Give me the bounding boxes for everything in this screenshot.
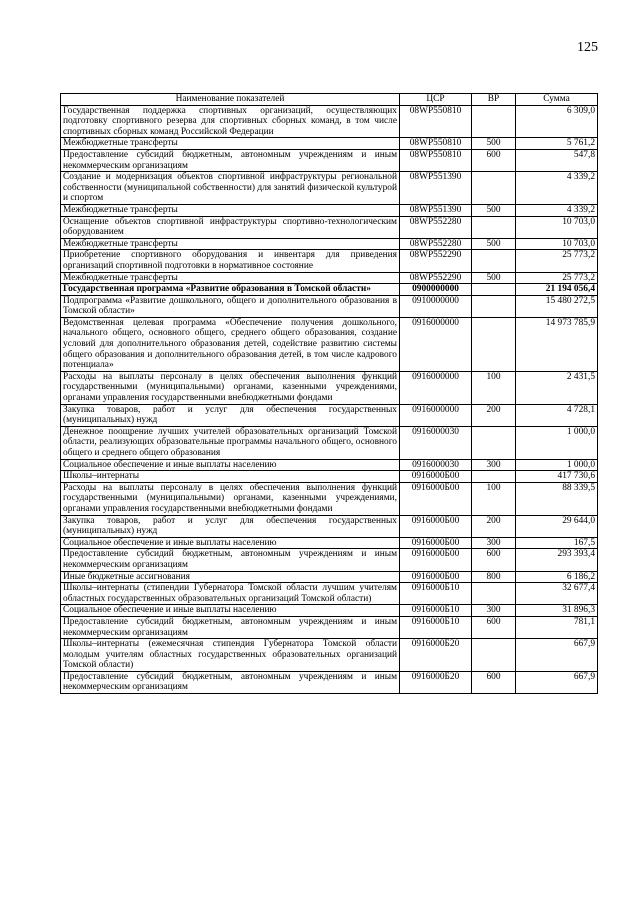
cell-vr: 300 <box>472 605 516 617</box>
cell-sum: 10 703,0 <box>516 216 598 238</box>
cell-vr <box>472 216 516 238</box>
table-row <box>61 482 598 515</box>
cell-csr: 08WP550810 <box>400 105 472 138</box>
table-row <box>61 571 598 583</box>
header-sum: Сумма <box>516 94 598 106</box>
cell-sum: 5 761,2 <box>516 138 598 150</box>
cell-name: Предоставление субсидий бюджетным, автономным учреждениям и иным некоммерческим организациям <box>61 671 400 693</box>
cell-sum: 15 480 272,5 <box>516 295 598 317</box>
cell-sum: 781,1 <box>516 616 598 638</box>
cell-vr: 500 <box>472 238 516 250</box>
cell-vr: 600 <box>472 616 516 638</box>
cell-name: Ведомственная целевая программа «Обеспечение получения дошкольного, начального общего, основного общего, среднего общего образования, создание условий для дополнительного образования детей, содействие развитию системы общего образования и дополнительного образования детей, в том числе кадрового потенциала» <box>61 317 400 371</box>
cell-csr: 08WP552290 <box>400 250 472 272</box>
cell-name: Приобретение спортивного оборудования и инвентаря для приведения организаций спортивной подготовки в нормативное состояние <box>61 250 400 272</box>
table-row <box>61 426 598 459</box>
cell-csr: 08WP552280 <box>400 238 472 250</box>
cell-vr: 100 <box>472 371 516 404</box>
budget-table <box>60 93 598 694</box>
table-row <box>61 149 598 171</box>
cell-name: Социальное обеспечение и иные выплаты населению <box>61 537 400 549</box>
cell-vr: 500 <box>472 138 516 150</box>
cell-name: Расходы на выплаты персоналу в целях обеспечения выполнения функций государственными (муниципальными) органами, казенными учреждениями, органами управления государственными внебюджетными фондами <box>61 371 400 404</box>
table-row <box>61 172 598 205</box>
table-row <box>61 583 598 605</box>
header-csr: ЦСР <box>400 94 472 106</box>
cell-name: Оснащение объектов спортивной инфраструктуры спортивно-технологическим оборудованием <box>61 216 400 238</box>
cell-csr: 0916000Б00 <box>400 482 472 515</box>
cell-csr: 0910000000 <box>400 295 472 317</box>
cell-name: Социальное обеспечение и иные выплаты населению <box>61 605 400 617</box>
cell-csr: 0916000000 <box>400 404 472 426</box>
cell-csr: 08WP550810 <box>400 149 472 171</box>
cell-csr: 0900000000 <box>400 284 472 296</box>
cell-csr: 0916000Б20 <box>400 639 472 672</box>
cell-sum: 14 973 785,9 <box>516 317 598 371</box>
table-row <box>61 204 598 216</box>
cell-name: Закупка товаров, работ и услуг для обеспечения государственных (муниципальных) нужд <box>61 515 400 537</box>
table-row <box>61 138 598 150</box>
cell-name: Денежное поощрение лучших учителей образовательных организаций Томской области, реализующих образовательные программы начального общего, основного общего и среднего общего образования <box>61 426 400 459</box>
cell-csr: 08WP550810 <box>400 138 472 150</box>
cell-sum: 25 773,2 <box>516 250 598 272</box>
table-row <box>61 295 598 317</box>
cell-sum: 25 773,2 <box>516 272 598 284</box>
cell-sum: 29 644,0 <box>516 515 598 537</box>
cell-vr <box>472 284 516 296</box>
cell-sum: 2 431,5 <box>516 371 598 404</box>
table-row <box>61 471 598 483</box>
cell-vr: 600 <box>472 549 516 571</box>
cell-csr: 08WP552290 <box>400 272 472 284</box>
cell-vr <box>472 105 516 138</box>
table-row <box>61 238 598 250</box>
cell-name: Закупка товаров, работ и услуг для обеспечения государственных (муниципальных) нужд <box>61 404 400 426</box>
cell-csr: 0916000Б00 <box>400 537 472 549</box>
table-row <box>61 216 598 238</box>
cell-vr: 300 <box>472 537 516 549</box>
cell-name: Межбюджетные трансферты <box>61 138 400 150</box>
cell-csr: 0916000Б20 <box>400 671 472 693</box>
cell-vr <box>472 295 516 317</box>
table-row <box>61 371 598 404</box>
cell-vr: 600 <box>472 149 516 171</box>
cell-name: Предоставление субсидий бюджетным, автономным учреждениям и иным некоммерческим организациям <box>61 616 400 638</box>
table-row <box>61 250 598 272</box>
cell-name: Школы–интернаты (стипендии Губернатора Томской области лучшим учителям областных государственных образовательных организаций Томской области) <box>61 583 400 605</box>
cell-vr <box>472 471 516 483</box>
cell-sum: 293 393,4 <box>516 549 598 571</box>
cell-name: Государственная поддержка спортивных организаций, осуществляющих подготовку спортивного резерва для спортивных сборных команд, в том числе спортивных сборных команд Российской Федерации <box>61 105 400 138</box>
cell-name: Иные бюджетные ассигнования <box>61 571 400 583</box>
cell-sum: 88 339,5 <box>516 482 598 515</box>
cell-vr <box>472 426 516 459</box>
table-row <box>61 549 598 571</box>
cell-sum: 167,5 <box>516 537 598 549</box>
table-body <box>61 105 598 693</box>
cell-csr: 0916000Б00 <box>400 571 472 583</box>
table-row <box>61 605 598 617</box>
cell-csr: 0916000030 <box>400 459 472 471</box>
cell-name: Предоставление субсидий бюджетным, автономным учреждениям и иным некоммерческим организациям <box>61 549 400 571</box>
header-vr: ВР <box>472 94 516 106</box>
cell-csr: 0916000Б00 <box>400 471 472 483</box>
cell-sum: 667,9 <box>516 671 598 693</box>
cell-vr: 300 <box>472 459 516 471</box>
table-row <box>61 459 598 471</box>
cell-vr <box>472 317 516 371</box>
cell-sum: 32 677,4 <box>516 583 598 605</box>
cell-name: Расходы на выплаты персоналу в целях обеспечения выполнения функций государственными (муниципальными) органами, казенными учреждениями, органами управления государственными внебюджетными фондами <box>61 482 400 515</box>
cell-vr: 200 <box>472 404 516 426</box>
cell-name: Межбюджетные трансферты <box>61 272 400 284</box>
table-header-row <box>61 94 598 106</box>
cell-vr: 200 <box>472 515 516 537</box>
page-number: 125 <box>577 40 598 55</box>
cell-csr: 0916000Б00 <box>400 515 472 537</box>
table-row <box>61 272 598 284</box>
cell-vr: 100 <box>472 482 516 515</box>
cell-sum: 4 339,2 <box>516 204 598 216</box>
cell-name: Создание и модернизация объектов спортивной инфраструктуры региональной собственности (муниципальной собственности) для занятий физической культурой и спортом <box>61 172 400 205</box>
table-row <box>61 105 598 138</box>
cell-vr: 600 <box>472 671 516 693</box>
cell-sum: 417 730,6 <box>516 471 598 483</box>
cell-csr: 0916000000 <box>400 317 472 371</box>
cell-csr: 08WP551390 <box>400 172 472 205</box>
cell-sum: 31 896,3 <box>516 605 598 617</box>
table-row <box>61 284 598 296</box>
cell-sum: 6 186,2 <box>516 571 598 583</box>
cell-name: Государственная программа «Развитие образования в Томской области» <box>61 284 400 296</box>
table-row <box>61 317 598 371</box>
cell-name: Подпрограмма «Развитие дошкольного, общего и дополнительного образования в Томской области» <box>61 295 400 317</box>
cell-csr: 0916000000 <box>400 371 472 404</box>
cell-vr: 800 <box>472 571 516 583</box>
cell-sum: 1 000,0 <box>516 459 598 471</box>
cell-sum: 547,8 <box>516 149 598 171</box>
cell-csr: 0916000030 <box>400 426 472 459</box>
cell-name: Межбюджетные трансферты <box>61 204 400 216</box>
cell-sum: 4 339,2 <box>516 172 598 205</box>
cell-vr <box>472 172 516 205</box>
table-row <box>61 515 598 537</box>
cell-sum: 1 000,0 <box>516 426 598 459</box>
cell-csr: 08WP551390 <box>400 204 472 216</box>
cell-sum: 6 309,0 <box>516 105 598 138</box>
cell-name: Предоставление субсидий бюджетным, автономным учреждениям и иным некоммерческим организациям <box>61 149 400 171</box>
cell-name: Социальное обеспечение и иные выплаты населению <box>61 459 400 471</box>
cell-csr: 0916000Б10 <box>400 605 472 617</box>
cell-vr <box>472 250 516 272</box>
table-row <box>61 616 598 638</box>
cell-vr: 500 <box>472 272 516 284</box>
header-name: Наименование показателей <box>61 94 400 106</box>
cell-csr: 0916000Б00 <box>400 549 472 571</box>
cell-name: Школы–интернаты (ежемесячная стипендия Губернатора Томской области молодым учителям областных государственных образовательных организаций Томской области) <box>61 639 400 672</box>
cell-vr <box>472 583 516 605</box>
cell-csr: 0916000Б10 <box>400 616 472 638</box>
cell-csr: 0916000Б10 <box>400 583 472 605</box>
cell-sum: 10 703,0 <box>516 238 598 250</box>
table-row <box>61 404 598 426</box>
cell-sum: 4 728,1 <box>516 404 598 426</box>
cell-name: Школы–интернаты <box>61 471 400 483</box>
table-row <box>61 537 598 549</box>
cell-sum: 21 194 056,4 <box>516 284 598 296</box>
cell-vr <box>472 639 516 672</box>
cell-sum: 667,9 <box>516 639 598 672</box>
cell-csr: 08WP552280 <box>400 216 472 238</box>
table-row <box>61 639 598 672</box>
cell-vr: 500 <box>472 204 516 216</box>
table-row <box>61 671 598 693</box>
cell-name: Межбюджетные трансферты <box>61 238 400 250</box>
